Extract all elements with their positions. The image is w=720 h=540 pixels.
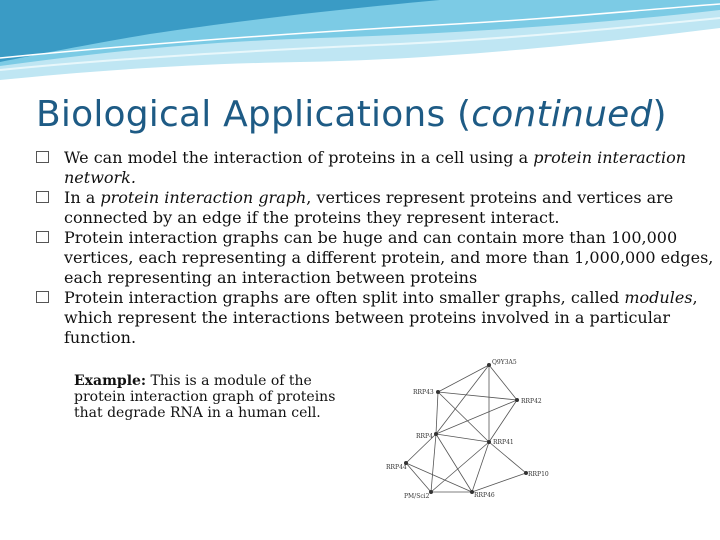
title-emphasis: continued xyxy=(471,94,653,135)
graph-node-label: RRP42 xyxy=(521,398,542,405)
graph-node xyxy=(487,363,491,367)
bullet-text: Protein interaction graphs can be huge and can contain more than 100,000 vertices, each representing a different protein, and more than 1,000,000 edges, each representing an interaction between proteins xyxy=(64,228,714,287)
graph-edge xyxy=(406,463,431,492)
bullet-emphasis: protein interaction network. xyxy=(64,148,687,187)
graph-node xyxy=(436,390,440,394)
graph-edge xyxy=(438,392,517,400)
graph-node-label: RRP4 xyxy=(416,433,433,440)
protein-interaction-graph xyxy=(376,352,572,502)
graph-edge xyxy=(436,365,489,434)
graph-node-label: RRP41 xyxy=(493,439,514,446)
graph-edge xyxy=(436,434,489,442)
graph-node-label: RRP46 xyxy=(474,492,495,499)
graph-edge xyxy=(472,473,526,492)
graph-node xyxy=(487,440,491,444)
title-prefix: Biological Applications ( xyxy=(36,94,472,135)
graph-node-label: RRP43 xyxy=(413,389,434,396)
example-caption xyxy=(74,373,336,421)
bullet-item xyxy=(36,228,716,288)
graph-edge xyxy=(489,365,517,400)
graph-edge xyxy=(489,442,526,473)
graph-edge xyxy=(438,365,489,392)
graph-node-label: PM/Sci2 xyxy=(404,493,430,500)
graph-node-label: RRP10 xyxy=(528,471,549,478)
header-swoosh-decoration xyxy=(0,0,720,95)
graph-node-label: Q9Y3A5 xyxy=(492,359,517,366)
bullet-list xyxy=(36,148,716,348)
bullet-text-after: , which represent the interactions between proteins involved in a particular function. xyxy=(64,288,698,347)
slide-title xyxy=(36,94,667,135)
graph-edge xyxy=(436,400,517,434)
square-bullet-icon xyxy=(36,291,49,303)
bullet-emphasis: protein interaction graph xyxy=(100,188,307,207)
bullet-emphasis: modules xyxy=(624,288,693,307)
square-bullet-icon xyxy=(36,191,49,203)
graph-edge xyxy=(436,392,438,434)
bullet-text: We can model the interaction of proteins in a cell using a xyxy=(64,148,534,167)
graph-node xyxy=(434,432,438,436)
square-bullet-icon xyxy=(36,231,49,243)
bullet-item xyxy=(36,188,716,228)
bullet-item xyxy=(36,288,716,348)
bullet-text: Protein interaction graphs are often split into smaller graphs, called xyxy=(64,288,625,307)
bullet-text: In a xyxy=(64,188,101,207)
title-suffix: ) xyxy=(652,94,667,135)
graph-edge xyxy=(431,434,436,492)
bullet-text-after: , vertices represent proteins and vertices are connected by an edge if the proteins they represent interact. xyxy=(64,188,674,227)
graph-node xyxy=(515,398,519,402)
square-bullet-icon xyxy=(36,151,49,163)
graph-node xyxy=(429,490,433,494)
graph-node-label: RRP44 xyxy=(386,464,407,471)
example-body: This is a module of the protein interaction graph of proteins that degrade RNA in a human cell. xyxy=(74,373,336,421)
bullet-item xyxy=(36,148,716,188)
example-label: Example: xyxy=(74,373,147,389)
graph-edge xyxy=(406,463,472,492)
graph-edge xyxy=(438,392,489,442)
